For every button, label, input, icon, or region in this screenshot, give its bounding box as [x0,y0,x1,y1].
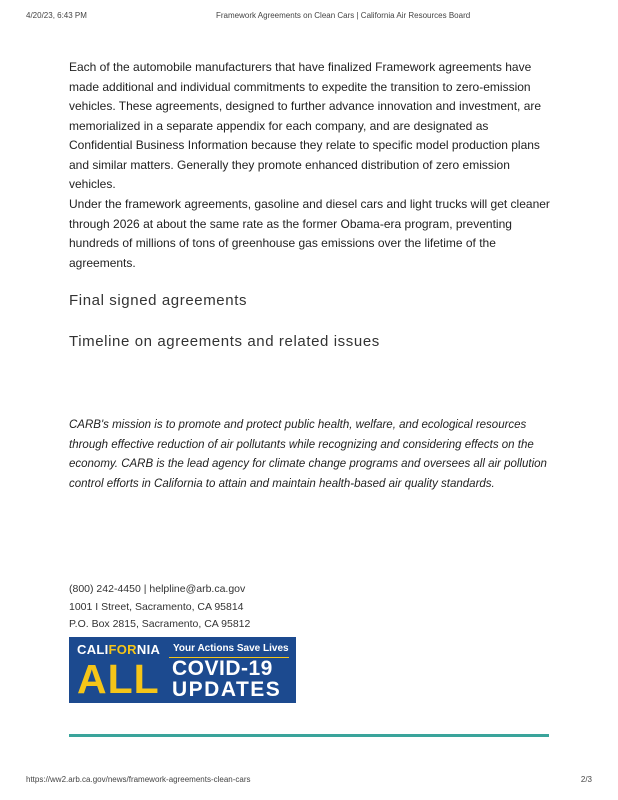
print-header [26,11,592,20]
contact-line [69,581,250,599]
print-footer [26,775,592,784]
contact-separator: | [143,583,147,595]
address-po-box: P.O. Box 2815, Sacramento, CA 95812 [69,618,251,630]
carb-mission-statement: CARB's mission is to promote and protect public health, welfare, and ecological resources through effective reduction of air pollutants while recognizing and considering effects on the economy. CARB is the lead agency for climate change programs and oversees all air pollution control efforts in California to attain and maintain health-based air quality standards. [69,419,547,490]
final-signed-agreements-link[interactable]: Final signed agreements [69,292,248,309]
footer-divider [69,734,549,737]
email-link[interactable]: helpline@arb.ca.gov [149,583,246,595]
covid-updates-banner[interactable] [69,637,296,703]
contact-info [69,581,250,634]
banner-updates-text: UPDATES [172,678,282,701]
phone-link[interactable]: (800) 242-4450 [69,583,141,595]
print-url: https://ww2.arb.ca.gov/news/framework-agreements-clean-cars [26,775,251,784]
print-page-title: Framework Agreements on Clean Cars | California Air Resources Board [216,11,471,20]
paragraph-zev-commitments: Each of the automobile manufacturers that have finalized Framework agreements have made additional and individual commitments to expedite the transition to zero-emission vehicles. These agreements, designed to further advance innovation and investment, are memorialized in a separate appendix for each company, and are designated as Confidential Business Information because they relate to specific model production plans and similar matters. Generally they promote enhanced distribution of zero emission vehicles. [69,60,542,191]
ca-prefix: CALI [77,642,109,657]
page-number: 2/3 [580,775,592,784]
timeline-link[interactable]: Timeline on agreements and related issues [69,333,380,350]
all-wordmark: ALL [77,656,160,702]
paragraph-framework-benefits: Under the framework agreements, gasoline and diesel cars and light trucks will get cleaner through 2026 at about the same rate as the former Obama-era program, preventing hundreds of millions of tons of greenhouse gas emissions over the lifetime of the agreements. [69,197,550,270]
ca-highlight: FOR [108,642,137,657]
ca-suffix: NIA [136,642,161,657]
address-street: 1001 I Street, Sacramento, CA 95814 [69,600,244,613]
banner-tagline: Your Actions Save Lives [173,643,289,654]
banner-covid-text: COVID-19 [172,657,273,680]
print-date: 4/20/23, 6:43 PM [26,11,87,20]
